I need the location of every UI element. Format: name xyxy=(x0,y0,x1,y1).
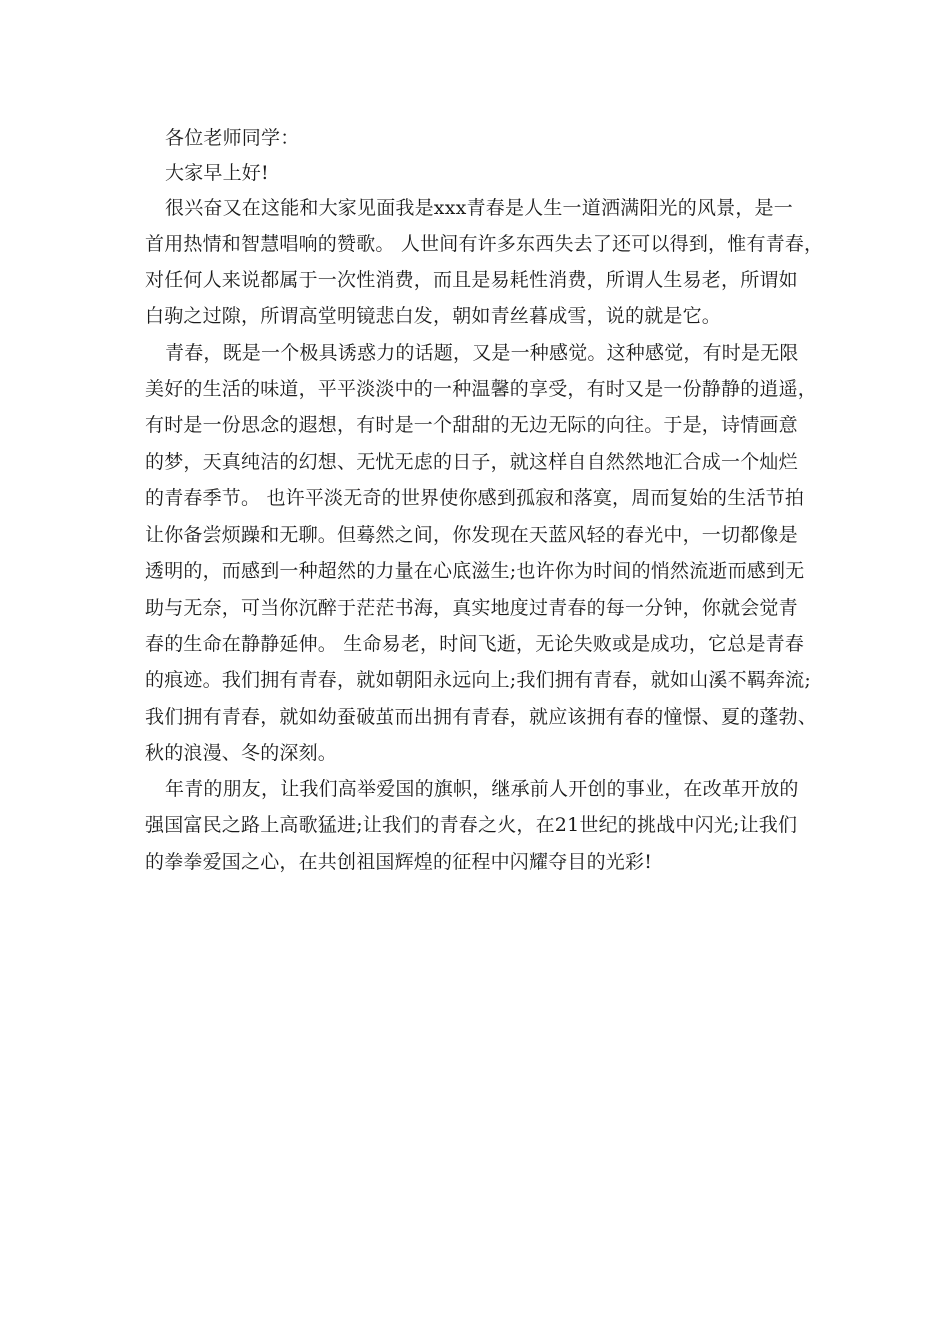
paragraph-2-line-1: 青春，既是一个极具诱惑力的话题，又是一种感觉。这种感觉，有时是无限 xyxy=(165,342,799,364)
paragraph-2-line-3: 有时是一份思念的遐想，有时是一个甜甜的无边无际的向往。于是，诗情画意 xyxy=(145,414,798,436)
paragraph-2-line-6: 让你备尝烦躁和无聊。但蓦然之间，你发现在天蓝风轻的春光中，一切都像是 xyxy=(145,524,798,546)
paragraph-2-line-5: 的青春季节。 也许平淡无奇的世界使你感到孤寂和落寞，周而复始的生活节拍 xyxy=(145,487,805,509)
paragraph-2-line-2: 美好的生活的味道，平平淡淡中的一种温馨的享受，有时又是一份静静的逍遥， xyxy=(145,378,818,400)
paragraph-3-line-3: 的拳拳爱国之心，在共创祖国辉煌的征程中闪耀夺目的光彩! xyxy=(145,851,653,873)
paragraph-1-line-2: 首用热情和智慧唱响的赞歌。 人世间有许多东西失去了还可以得到，惟有青春， xyxy=(145,233,824,255)
paragraph-1-line-4: 白驹之过隙，所谓高堂明镜悲白发，朝如青丝暮成雪，说的就是它。 xyxy=(145,305,722,327)
paragraph-3-line-1: 年青的朋友，让我们高举爱国的旗帜，继承前人开创的事业，在改革开放的 xyxy=(165,778,799,800)
greeting-line: 大家早上好! xyxy=(165,162,269,184)
paragraph-1-line-3: 对任何人来说都属于一次性消费，而且是易耗性消费，所谓人生易老，所谓如 xyxy=(145,269,798,291)
paragraph-1-line-1: 很兴奋又在这能和大家见面我是xxx青春是人生一道洒满阳光的风景，是一 xyxy=(165,197,793,219)
salutation-line: 各位老师同学： xyxy=(165,127,300,149)
paragraph-2-line-7: 透明的，而感到一种超然的力量在心底滋生;也许你为时间的悄然流逝而感到无 xyxy=(145,560,805,582)
paragraph-3-line-2: 强国富民之路上高歌猛进;让我们的青春之火，在21世纪的挑战中闪光;让我们 xyxy=(145,814,798,836)
paragraph-2-line-12: 秋的浪漫、冬的深刻。 xyxy=(145,742,338,764)
paragraph-2-line-9: 春的生命在静静延伸。 生命易老，时间飞逝，无论失败或是成功，它总是青春 xyxy=(145,633,805,655)
paragraph-2-line-4: 的梦，天真纯洁的幻想、无忧无虑的日子，就这样自自然然地汇合成一个灿烂 xyxy=(145,451,798,473)
paragraph-2-line-10: 的痕迹。我们拥有青春，就如朝阳永远向上;我们拥有青春，就如山溪不羁奔流; xyxy=(145,669,812,691)
paragraph-2-line-8: 助与无奈，可当你沉醉于茫茫书海，真实地度过青春的每一分钟，你就会觉青 xyxy=(145,597,798,619)
paragraph-2-line-11: 我们拥有青春，就如幼蚕破茧而出拥有青春，就应该拥有春的憧憬、夏的蓬勃、 xyxy=(145,706,818,728)
